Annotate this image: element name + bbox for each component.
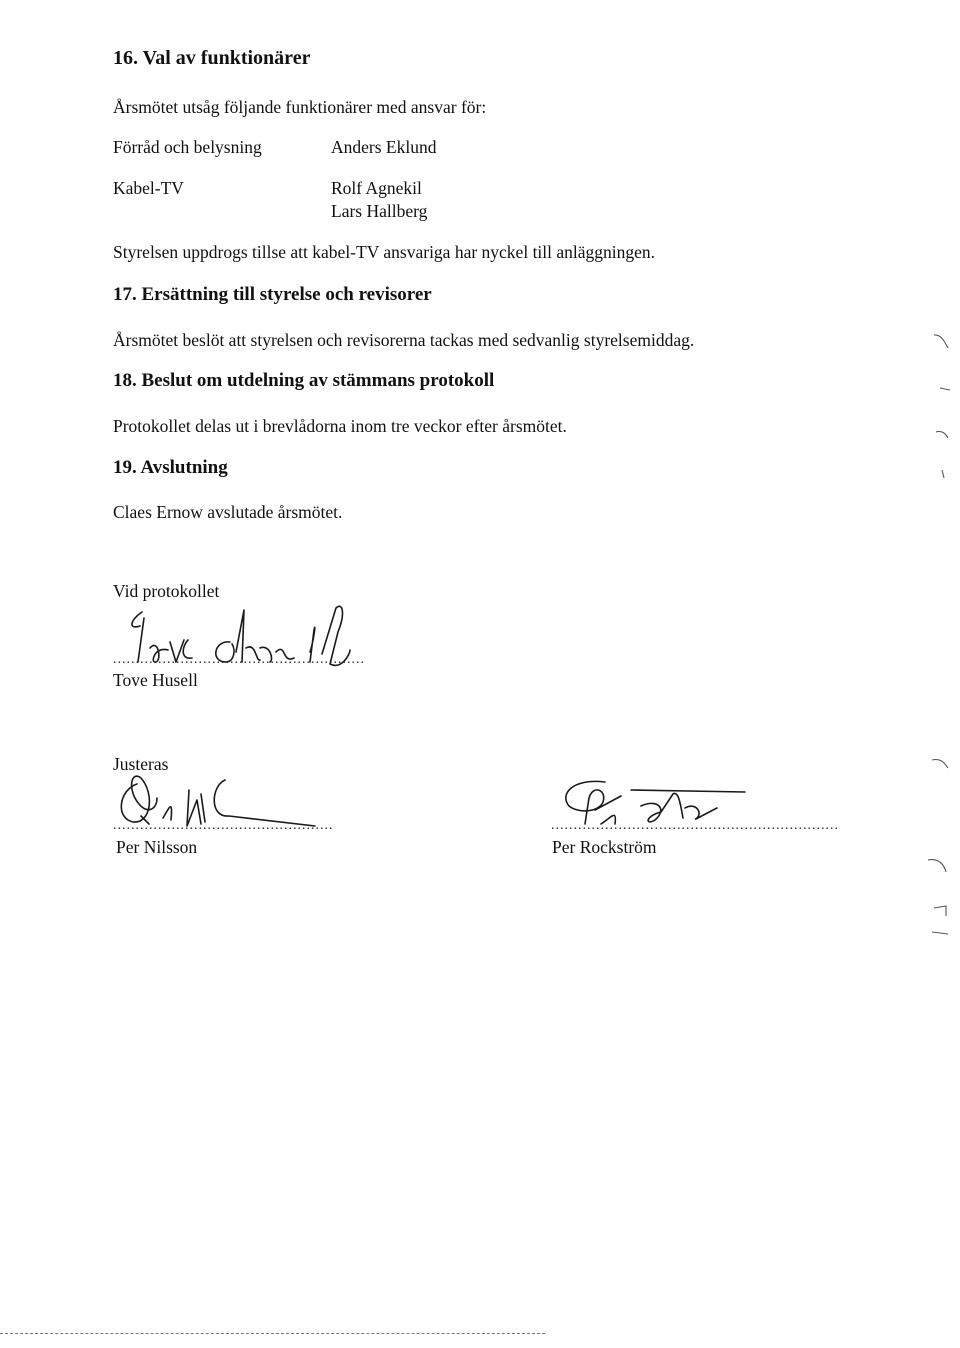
section-19-heading: 19. Avslutning [113,457,228,478]
footer-divider [0,1333,545,1334]
section-16-note: Styrelsen uppdrogs tillse att kabel-TV ansvariga har nyckel till anläggningen. [113,242,656,262]
adjuster-2-name: Per Rockström [552,837,657,857]
role-name-kabeltv-1: Rolf Agnekil [331,178,422,198]
adjuster-2-signature [545,768,775,838]
role-name-forrad: Anders Eklund [331,137,437,157]
adjuster-1-name: Per Nilsson [116,837,198,857]
adjust-label: Justeras [113,754,169,774]
scan-edge-marks [910,320,958,940]
section-17-text: Årsmötet beslöt att styrelsen och revisorerna tackas med sedvanlig styrelsemiddag. [113,330,695,350]
role-label-forrad: Förråd och belysning [113,137,262,157]
role-name-kabeltv-2: Lars Hallberg [331,201,428,221]
section-19-text: Claes Ernow avslutade årsmötet. [113,502,343,522]
role-label-kabeltv: Kabel-TV [113,178,184,198]
section-18-text: Protokollet delas ut i brevlådorna inom tre veckor efter årsmötet. [113,416,567,436]
section-17-heading: 17. Ersättning till styrelse och revisorer [113,284,432,305]
protocol-signature-line: ........................................................ [113,652,365,667]
protocol-name: Tove Husell [113,670,198,690]
adjuster-1-signature [105,760,325,840]
protocol-label: Vid protokollet [113,581,220,601]
adjuster-2-signature-line: ................................................................ [551,818,839,833]
section-16-heading: 16. Val av funktionärer [113,47,311,69]
adjuster-1-signature-line: ................................................. [113,818,334,833]
section-16-intro: Årsmötet utsåg följande funktionärer med ansvar för: [113,97,487,117]
section-18-heading: 18. Beslut om utdelning av stämmans protokoll [113,370,495,391]
